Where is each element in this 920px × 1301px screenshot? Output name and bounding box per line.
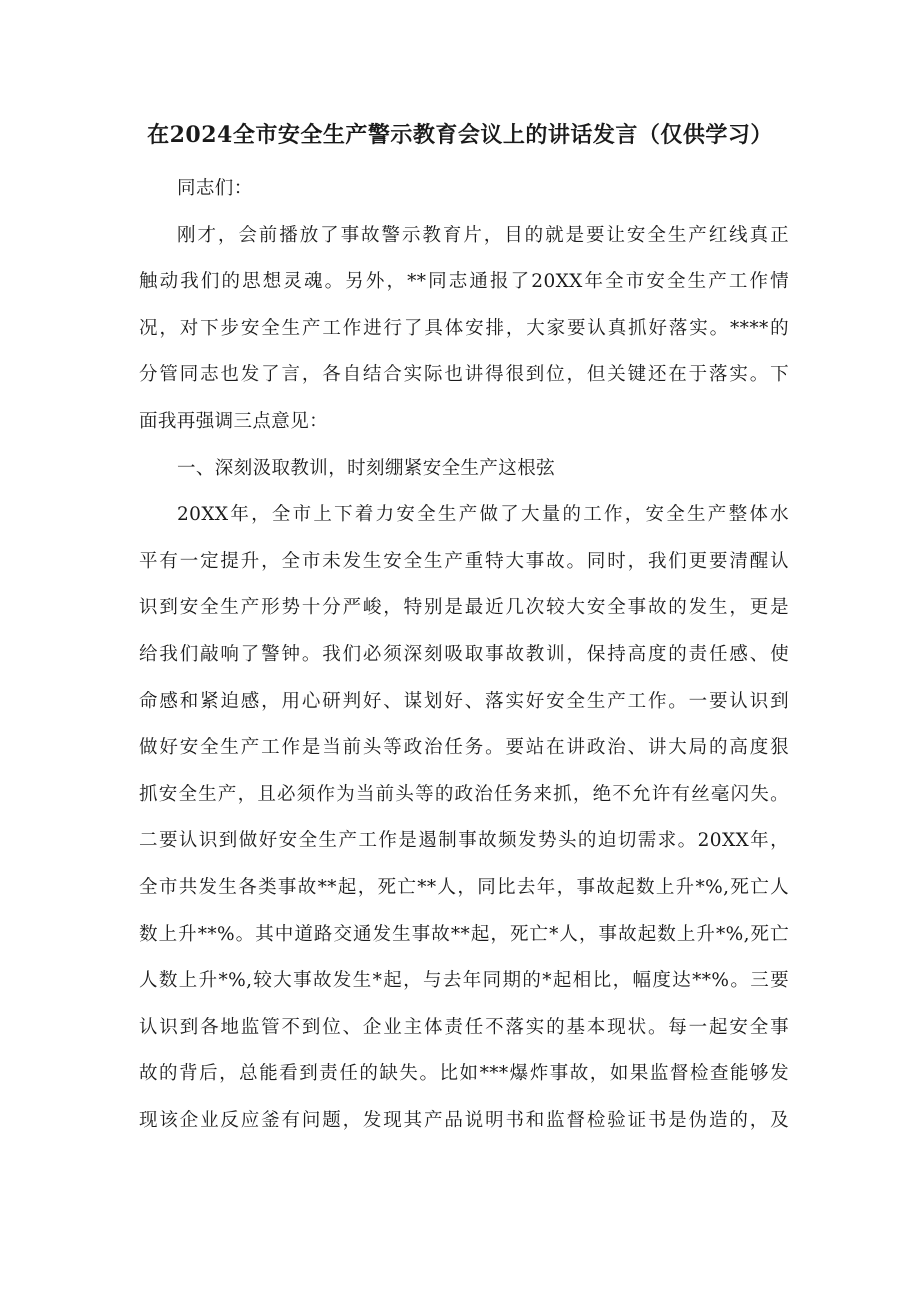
text-line: 分管同志也发了言，各自结合实际也讲得很到位，但关键还在于落实。下 <box>139 364 789 386</box>
text-line: 做好安全生产工作是当前头等政治任务。要站在讲政治、讲大局的高度狠 <box>139 737 789 759</box>
text-line: 全市共发生各类事故**起，死亡**人，同比去年，事故起数上升*%,死亡人 <box>139 876 789 898</box>
text-line: 一、深刻汲取教训，时刻绷紧安全生产这根弦 <box>177 457 556 479</box>
text-line: 触动我们的思想灵魂。另外，**同志通报了20XX年全市安全生产工作情 <box>139 271 789 293</box>
text-line: 给我们敲响了警钟。我们必须深刻吸取事故教训，保持高度的责任感、使 <box>139 643 789 665</box>
text-line: 平有一定提升，全市未发生安全生产重特大事故。同时，我们更要清醒认 <box>139 550 789 572</box>
text-line: 20XX年，全市上下着力安全生产做了大量的工作，安全生产整体水 <box>177 504 789 526</box>
text-line: 数上升**%。其中道路交通发生事故**起，死亡*人，事故起数上升*%,死亡 <box>139 923 789 945</box>
text-line: 命感和紧迫感，用心研判好、谋划好、落实好安全生产工作。一要认识到 <box>139 690 789 712</box>
text-line: 识到安全生产形势十分严峻，特别是最近几次较大安全事故的发生，更是 <box>139 597 789 619</box>
text-line: 况，对下步安全生产工作进行了具体安排，大家要认真抓好落实。****的 <box>139 317 789 339</box>
document-body <box>139 166 789 1144</box>
document-title: 在2024全市安全生产警示教育会议上的讲话发言（仅供学习） <box>147 122 773 148</box>
text-line: 同志们： <box>177 178 253 199</box>
text-line: 面我再强调三点意见： <box>139 410 329 432</box>
text-line: 故的背后，总能看到责任的缺失。比如***爆炸事故，如果监督检查能够发 <box>139 1063 789 1085</box>
text-line: 认识到各地监管不到位、企业主体责任不落实的基本现状。每一起安全事 <box>139 1016 789 1038</box>
text-line: 现该企业反应釜有问题，发现其产品说明书和监督检验证书是伪造的，及 <box>139 1109 789 1131</box>
text-line: 二要认识到做好安全生产工作是遏制事故频发势头的迫切需求。20XX年， <box>139 830 789 852</box>
text-line: 抓安全生产，且必须作为当前头等的政治任务来抓，绝不允许有丝毫闪失。 <box>139 783 789 805</box>
text-line: 人数上升*%,较大事故发生*起，与去年同期的*起相比，幅度达**%。三要 <box>139 970 789 992</box>
text-line: 刚才，会前播放了事故警示教育片，目的就是要让安全生产红线真正 <box>177 224 789 246</box>
